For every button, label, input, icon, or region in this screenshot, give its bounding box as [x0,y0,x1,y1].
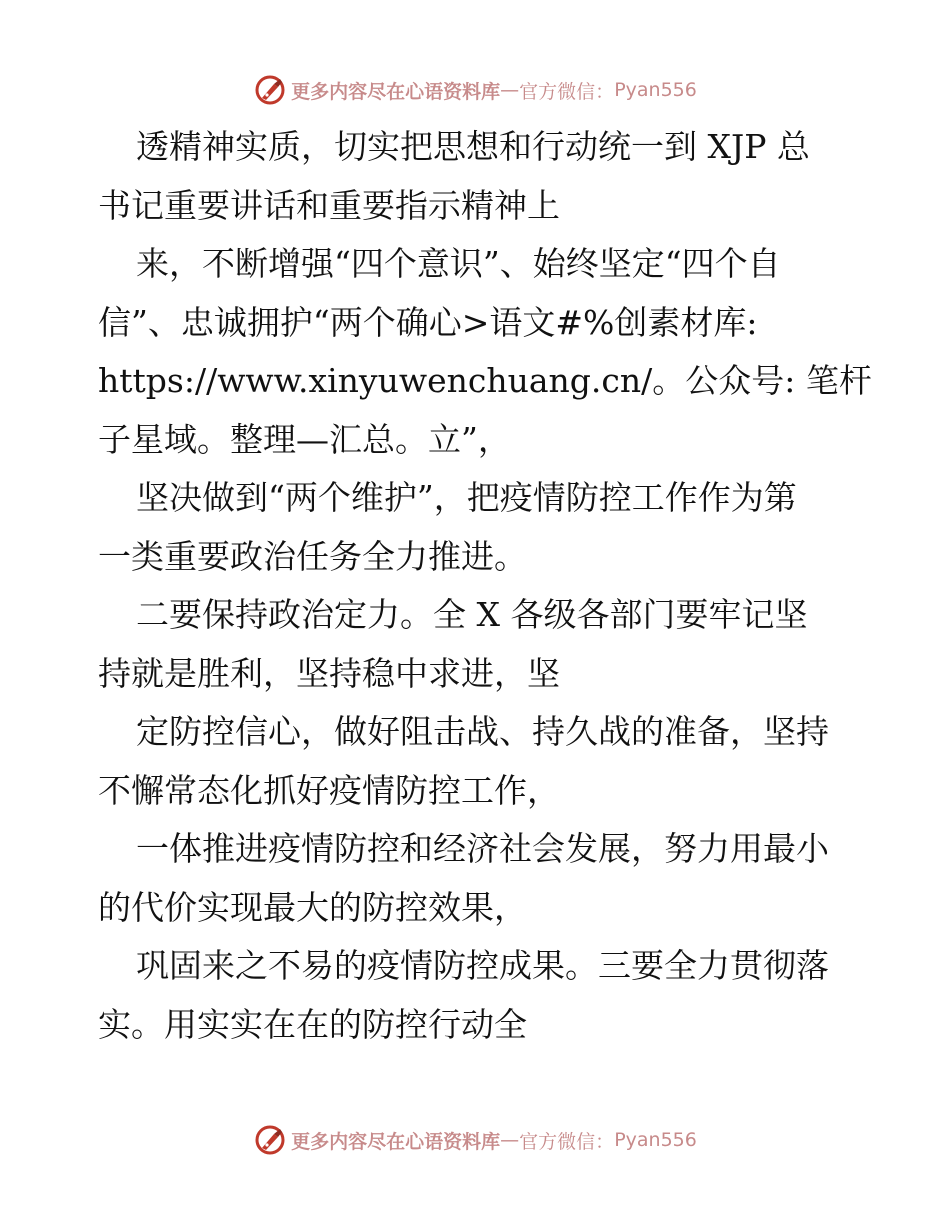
footer-official-label: 官方微信： [519,1130,615,1153]
header-banner [0,70,950,110]
paragraph-line: 二要保持政治定力。全 X 各级各部门要牢记坚 [136,595,808,634]
paragraph-line: 实。用实实在在的防控行动全 [98,1004,527,1044]
pen-nib-logo-icon [253,1123,287,1157]
paragraph-line: 书记重要讲话和重要指示精神上 [98,185,560,225]
pen-nib-logo-icon [253,73,287,107]
paragraph-line: 持就是胜利，坚持稳中求进，坚 [98,653,560,693]
footer-dash: — [500,1129,520,1151]
paragraph-line: https://www.xinyuwenchuang.cn/。公众号: 笔杆 [98,361,872,400]
paragraph-line: 一类重要政治任务全力推进。 [98,536,527,576]
document-body [98,118,872,1054]
footer-wechat-id: Pyan556 [614,1129,697,1151]
paragraph-line: 巩固来之不易的疫情防控成果。三要全力贯彻落 [136,946,829,985]
paragraph-line: 子星域。整理—汇总。立”， [98,419,511,459]
paragraph-line: 的代价实现最大的防控效果， [98,887,527,927]
paragraph-line: 不懈常态化抓好疫情防控工作， [98,770,560,810]
header-dash: — [500,79,520,101]
paragraph-line: 定防控信心，做好阻击战、持久战的准备，坚持 [136,712,829,751]
header-brand-text: 更多内容尽在心语资料库 [291,80,501,103]
paragraph-line: 信”、忠诚拥护“两个确心>语文#%创素材库: [98,302,758,342]
paragraph-line: 坚决做到“两个维护”，把疫情防控工作作为第 [136,478,797,517]
paragraph-line: 透精神实质，切实把思想和行动统一到 XJP 总 [136,127,810,166]
footer-banner [0,1120,950,1160]
header-wechat-id: Pyan556 [614,79,697,101]
paragraph-line: 一体推进疫情防控和经济社会发展，努力用最小 [136,829,829,868]
header-official-label: 官方微信： [519,80,615,103]
footer-brand-text: 更多内容尽在心语资料库 [291,1130,501,1153]
paragraph-line: 来，不断增强“四个意识”、始终坚定“四个自 [136,244,781,283]
